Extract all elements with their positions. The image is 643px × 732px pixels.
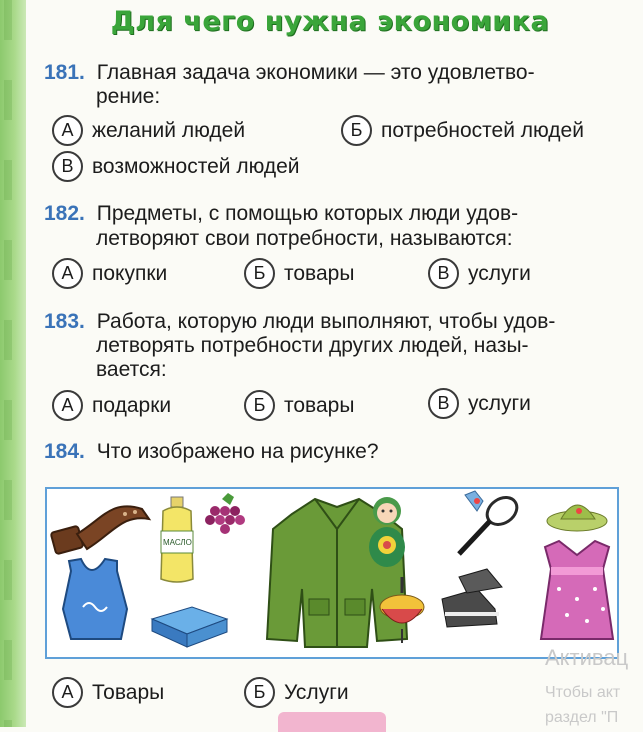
activation-watermark-text: Чтобы акт	[545, 684, 621, 701]
option-letter: Б	[244, 677, 275, 708]
option-text: желаний людей	[92, 118, 246, 142]
option-text: возможностей людей	[92, 154, 300, 178]
grapes-icon	[205, 493, 245, 534]
question-number: 183.	[44, 310, 85, 333]
question-text-line	[44, 60, 535, 86]
sneakers-icon	[442, 569, 502, 627]
question-text: вается:	[96, 358, 167, 381]
answer-option-a[interactable]	[52, 115, 245, 146]
option-text: покупки	[92, 261, 168, 285]
answer-option-b[interactable]	[244, 258, 354, 289]
option-letter: А	[52, 677, 83, 708]
question-text: Главная задача экономики — это удовлетво-	[96, 61, 535, 84]
dress-icon	[541, 541, 613, 639]
question-number: 182.	[44, 202, 85, 225]
option-letter: В	[428, 388, 459, 419]
question-number: 184.	[44, 440, 85, 463]
question-text-line	[44, 309, 555, 335]
option-text: услуги	[468, 261, 531, 285]
option-text: товары	[284, 261, 355, 285]
hat-icon	[547, 505, 607, 531]
belt-icon	[51, 506, 149, 554]
question-text-line	[44, 439, 379, 465]
answer-option-b[interactable]	[244, 677, 349, 708]
top-shirt-icon	[63, 559, 127, 639]
question-text: Что изображено на рисунке?	[96, 440, 379, 463]
butter-box-icon	[152, 607, 227, 647]
answer-option-a[interactable]	[52, 677, 164, 708]
question-number: 181.	[44, 61, 85, 84]
question-text: рение:	[96, 85, 161, 108]
question-text: Предметы, с помощью которых люди удов-	[96, 202, 519, 225]
page-tab-decoration	[278, 712, 386, 732]
option-letter: Б	[244, 258, 275, 289]
answer-option-b[interactable]	[244, 390, 354, 421]
answer-option-c[interactable]	[428, 388, 531, 419]
answer-option-a[interactable]	[52, 390, 171, 421]
oil-bottle-icon	[161, 497, 193, 582]
answer-option-c[interactable]	[428, 258, 531, 289]
option-text: потребностей людей	[381, 118, 584, 142]
picture-panel	[45, 487, 619, 659]
bottle-label: МАСЛО	[163, 538, 192, 547]
option-letter: А	[52, 258, 83, 289]
page-title: Для чего нужна экономика	[110, 6, 550, 37]
option-text: Услуги	[284, 680, 349, 704]
option-letter: Б	[341, 115, 372, 146]
option-text: товары	[284, 393, 355, 417]
answer-option-a[interactable]	[52, 258, 167, 289]
activation-watermark-text: раздел "П	[545, 709, 619, 726]
option-letter: А	[52, 115, 83, 146]
activation-watermark-title: Активац	[545, 645, 629, 670]
option-text: Товары	[92, 680, 165, 704]
page-edge-strip	[0, 0, 26, 727]
racket-icon	[459, 491, 522, 554]
option-letter: А	[52, 390, 83, 421]
question-text-line	[44, 201, 518, 227]
option-text: услуги	[468, 391, 531, 415]
question-text: летворяют свои потребности, называются:	[96, 227, 513, 250]
option-text: подарки	[92, 393, 172, 417]
option-letter: Б	[244, 390, 275, 421]
question-text: летворять потребности других людей, назы-	[96, 334, 529, 357]
option-letter: В	[52, 151, 83, 182]
answer-option-c[interactable]	[52, 151, 300, 182]
option-letter: В	[428, 258, 459, 289]
answer-option-b[interactable]	[341, 115, 584, 146]
question-text: Работа, которую люди выполняют, чтобы удов-	[96, 310, 556, 333]
